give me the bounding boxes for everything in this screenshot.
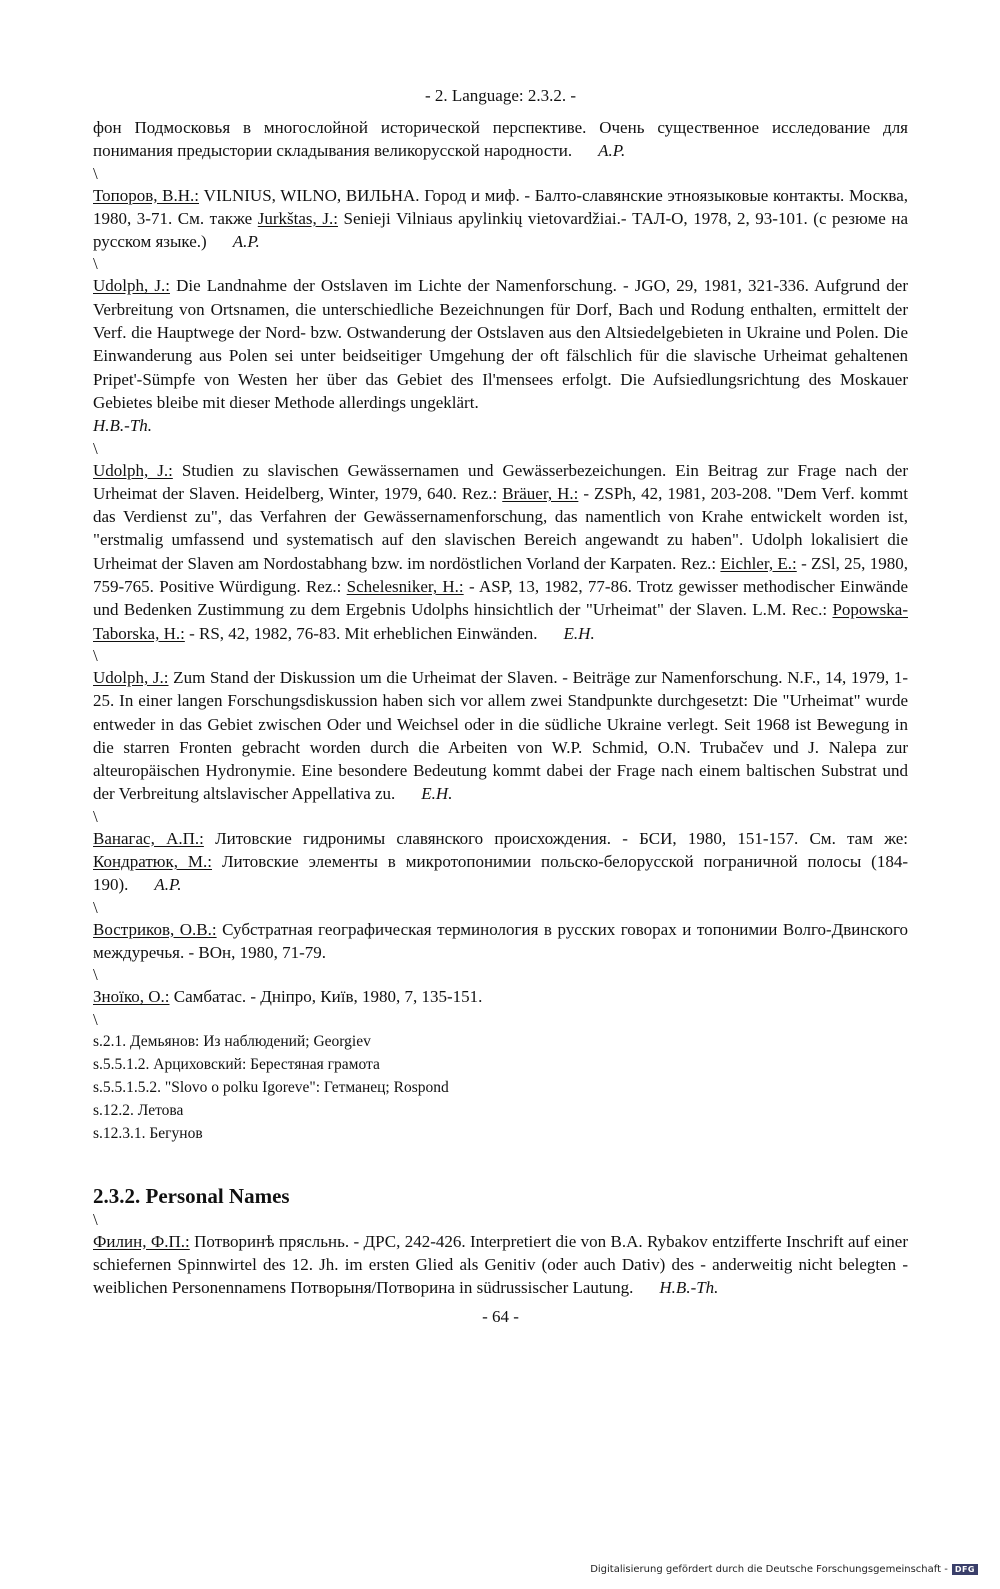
entry-text: VILNIUS, WILNO, ВИЛЬНА. Город и миф. - Балто-славянские этноязыковые контакты. Москва, 1980, 3-71. См. также	[93, 185, 908, 228]
entry-author: Udolph, J.:	[93, 460, 173, 480]
entry-text: - ASP, 13, 1982, 77-86. Trotz gewisser methodischer Einwände und Bedenken Zustimmung zu dem Ergebnis Udolphs hinsichtlich der "Urheimat" der Slaven. L.M. Rec.:	[93, 577, 908, 620]
entry-text: Литовские гидронимы славянского происхождения. - БСИ, 1980, 151-157. См. там же:	[203, 828, 908, 848]
entry-text: Субстратная географическая терминология в русских говорах и топонимии Волго-Двинского междуречья. - ВОн, 1980, 71-79.	[93, 919, 908, 962]
entry-text: Zum Stand der Diskussion um die Urheimat der Slaven. - Beiträge zur Namenforschung. N.F., 14, 1979, 1-25. In einer langen Forschungsdiskussion haben sich vor allem zwei Standpunkte durchgesetzt: Die "Urheimat" wurde entweder in das Gebiet zwischen Oder und Weichsel oder in die südliche Ukraine verlegt. Seit 1968 ist Bewegung in die starren Fronten gebracht worden durch die Arbeiten von W.P. Schmid, O.N. Trubačev und J. Nalepa zur alteuropäischen Hydronymie. Eine besondere Bedeutung kommt dabei der Frage nach einem baltischen Substrat und der Verbreitung altslavischer Appellativa zu.	[93, 667, 909, 804]
entry-text: - ZSl, 25, 1980, 759-765. Positive Würdigung. Rez.:	[93, 553, 908, 597]
entry-text: Studien zu slavischen Gewässernamen und Gewässerbezeichungen. Ein Beitrag zur Frage nach der Urheimat der Slaven. Heidelberg, Winter, 1979, 640. Rez.:	[93, 460, 908, 503]
entry-author: Udolph, J.:	[93, 276, 170, 296]
separator: \	[93, 645, 98, 665]
separator: \	[93, 1209, 98, 1229]
cross-reference: s.12.2. Летова	[93, 1101, 184, 1119]
running-head: - 2. Language: 2.3.2. -	[424, 86, 577, 105]
reviewer-name: Eichler, E.:	[720, 553, 797, 573]
dfg-logo-icon: DFG	[952, 1564, 978, 1575]
entry-author: Востриков, О.В.:	[93, 919, 217, 939]
entry-author: Ванагас, А.П.:	[93, 828, 204, 848]
entry-udolph-diskussion	[93, 666, 908, 806]
reviewer-initials: A.P.	[598, 141, 626, 161]
entry-continuation	[93, 116, 908, 163]
separator: \	[93, 897, 98, 917]
reviewer-initials: A.P.	[232, 232, 260, 252]
entry-text: - ZSPh, 42, 1981, 203-208. "Dem Verf. kommt das Verdienst zu", das Verfahren der Gewässernamenforschung, das namentlich von Krahe entwickelt worden ist, "erstmalig umfassend und systematisch auf den slavischen Bereich angewandt zu haben". Udolph lokalisiert die Urheimat der Slaven am Nordostabhang bzw. im nordöstlichen Vorland der Karpaten. Rez.:	[93, 483, 908, 573]
reviewer-initials: E.H.	[563, 623, 595, 643]
reviewer-name: Schelesniker, H.:	[346, 577, 464, 597]
separator: \	[93, 163, 98, 183]
reviewer-initials: H.B.-Th.	[659, 1278, 719, 1298]
separator: \	[93, 965, 98, 985]
separator: \	[93, 1009, 98, 1029]
reviewer-initials: E.H.	[421, 784, 453, 804]
cited-author: Кондратюк, М.:	[93, 852, 213, 872]
reviewer-name: Bräuer, H.:	[502, 483, 579, 503]
section-heading: 2.3.2. Personal Names	[93, 1183, 290, 1208]
cited-author: Jurkštas, J.:	[257, 208, 338, 228]
entry-text: Senieji Vilniaus apylinkių vietovardžiai.- ТАЛ-О, 1978, 2, 93-101. (с резюме на русском языке.)	[93, 208, 908, 252]
entry-filin	[93, 1230, 908, 1300]
cross-reference: s.2.1. Демьянов: Из наблюдений; Georgiev	[93, 1032, 371, 1050]
page-number: - 64 -	[482, 1307, 519, 1327]
separator: \	[93, 806, 98, 826]
footer-text: Digitalisierung gefördert durch die Deutsche Forschungsgemeinschaft -	[590, 1564, 948, 1575]
reviewer-initials: H.B.-Th.	[93, 416, 153, 436]
entry-vostrikov	[93, 918, 908, 965]
page	[93, 0, 908, 1327]
entry-text: - RS, 42, 1982, 76-83. Mit erheblichen Einwänden.	[184, 623, 538, 643]
entry-text: Die Landnahme der Ostslaven im Lichte der Namenforschung. - JGO, 29, 1981, 321-336. Aufgrund der Verbreitung von Ortsnamen, die unterschiedliche Bezeichnungen für Dorf, Bach und Rodung enthalten, ermittelt der Verf. die Hauptwege der Nord- bzw. Ostwanderung der Ostslaven aus den Altsiedelgebieten in Ukraine und Polen. Die Einwanderung aus Polen sei unter beidseitiger Umgehung der oft fälschlich für die slavische Urheimat gehaltenen Pripet'-Sümpfe von Westen her über das Gebiet des Il'mensees erfolgt. Die Aufsiedlungsrichtung des Moskauer Gebietes bleibe mit dieser Methode allerdings ungeklärt.	[93, 276, 908, 412]
entry-author: Филин, Ф.П.:	[93, 1231, 190, 1251]
reviewer-initials: A.P.	[154, 875, 182, 895]
entry-vanagas	[93, 827, 908, 897]
entry-udolph-studien	[93, 459, 908, 645]
separator: \	[93, 254, 98, 274]
cross-reference: s.12.3.1. Бегунов	[93, 1124, 203, 1142]
cross-reference: s.5.5.1.5.2. "Slovo o polku Igoreve": Гетманец; Rospond	[93, 1078, 449, 1096]
entry-text: Литовские элементы в микротопонимии польско-белорусской пограничной полосы (184-190).	[93, 852, 909, 895]
reviewer-name: Popowska-Taborska, H.:	[93, 600, 908, 643]
entry-toporov	[93, 184, 908, 254]
digitization-footer	[590, 1564, 978, 1575]
entry-author: Зноїко, О.:	[93, 987, 170, 1007]
entry-author: Топоров, В.Н.:	[93, 185, 199, 205]
separator: \	[93, 438, 98, 458]
entry-text: фон Подмосковья в многослойной исторической перспективе. Очень существенное исследование для понимания предыстории складывания великорусской народности.	[93, 118, 908, 161]
cross-reference-list	[93, 1030, 908, 1145]
entry-author: Udolph, J.:	[93, 667, 169, 687]
entry-udolph-landnahme	[93, 274, 908, 437]
entry-text: Потворинѣ прясльнь. - ДРС, 242-426. Interpretiert die von B.A. Rybakov entzifferte Inschrift auf einer schiefernen Spinnwirtel des 12. Jh. im ersten Glied als Genitiv (oder auch Dativ) des - anderweitig nicht belegten - weiblichen Personennamens Потворыня/Потворина in südrussischer Lautung.	[93, 1231, 908, 1298]
entry-znoiko	[93, 985, 908, 1008]
entry-text: Самбатас. - Дніпро, Київ, 1980, 7, 135-151.	[169, 987, 483, 1007]
cross-reference: s.5.5.1.2. Арциховский: Берестяная грамота	[93, 1055, 380, 1073]
